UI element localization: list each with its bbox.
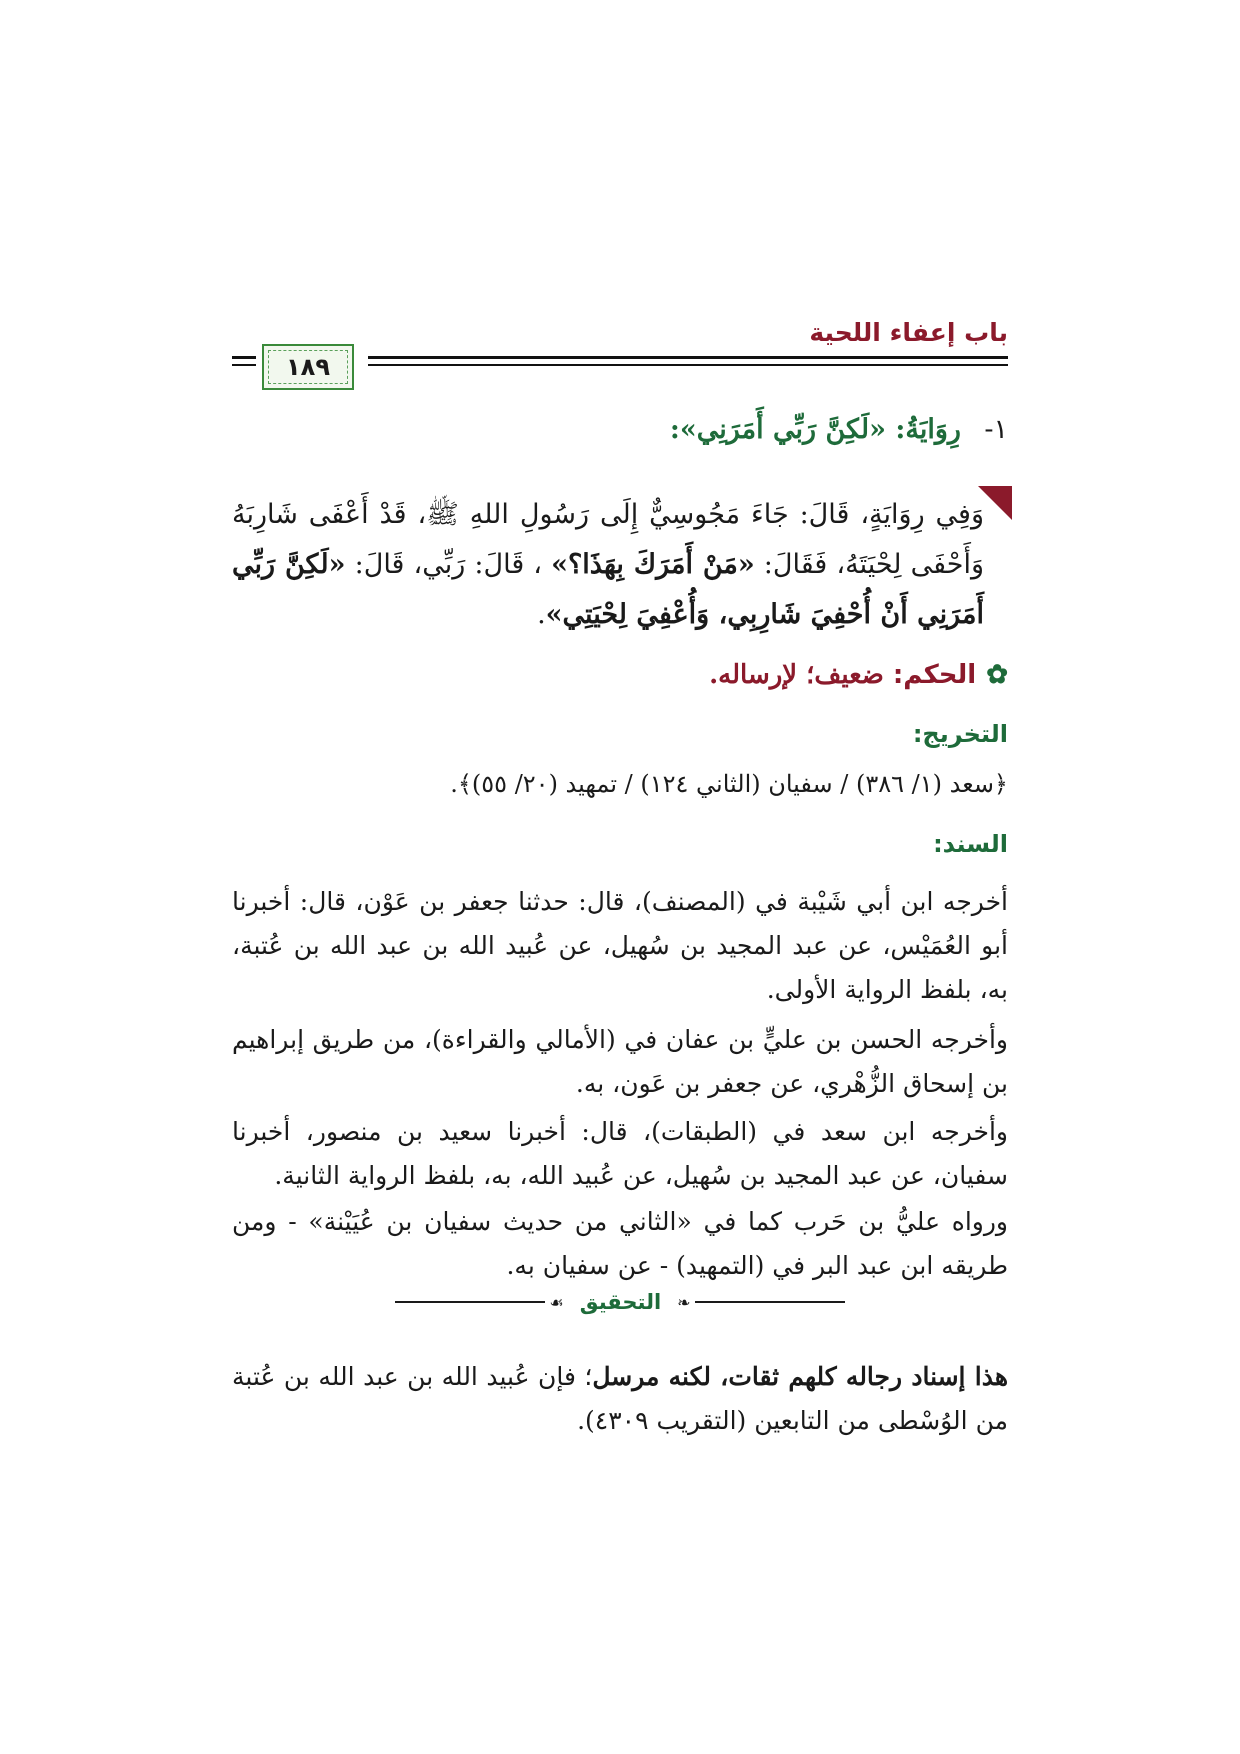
ruling-label: الحكم: xyxy=(892,660,977,690)
tahqiq-heading: التحقيق xyxy=(579,1290,662,1314)
ruling-value: ضعيف؛ لإرساله. xyxy=(709,660,884,690)
page-number: ١٨٩ xyxy=(286,353,330,381)
chapter-title: باب إعفاء اللحية xyxy=(809,318,1008,347)
sanad-paragraph: أخرجه ابن أبي شَيْبة في (المصنف)، قال: حدثنا جعفر بن عَوْن، قال: أخبرنا أبو العُمَيْس، عن عبد المجيد بن سُهيل، عن عُبيد الله بن عبد الله بن عُتبة، به، بلفظ الرواية الأولى. xyxy=(232,887,1008,1004)
divider-line xyxy=(695,1301,845,1303)
tahqiq-rest: ؛ فإن عُبيد الله بن عبد الله بن عُتبة من الوُسْطى من التابعين (التقريب ٤٣٠٩). xyxy=(232,1362,1008,1435)
sanad-paragraph: ورواه عليُّ بن حَرب كما في «الثاني من حديث سفيان بن عُيَيْنة» - ومن طريقه ابن عبد البر في (التمهيد) - عن سفيان به. xyxy=(232,1207,1008,1280)
sanad-heading: السند: xyxy=(933,830,1008,858)
hadith-intro: وَفِي رِوَايَةٍ، قَالَ: جَاءَ مَجُوسِيٌّ إِلَى رَسُولِ اللهِ ﷺ، قَدْ أَعْفَى شَارِبَهُ وَأَحْفَى لِحْيَتَهُ، فَقَالَ: xyxy=(232,499,984,580)
takhrij-heading: التخريج: xyxy=(912,720,1008,748)
section-number: ١- xyxy=(984,414,1008,445)
header-rule-left xyxy=(232,356,256,359)
tahqiq-paragraph xyxy=(232,1355,1008,1443)
header-rule-right xyxy=(368,356,1008,359)
header-rule-right-thin xyxy=(368,364,1008,366)
page-number-badge xyxy=(262,344,354,390)
hadith-end: . xyxy=(537,599,546,630)
section-title: رِوَايَةُ: «لَكِنَّ رَبِّي أَمَرَنِي»: xyxy=(669,414,961,445)
hadith-mid: ، قَالَ: رَبِّي، قَالَ: xyxy=(345,549,552,580)
section-heading xyxy=(670,414,1008,445)
tahqiq-bold: هذا إسناد رجاله كلهم ثقات، لكنه مرسل xyxy=(592,1362,1008,1391)
hadith-text xyxy=(232,490,984,640)
hadith-question: «مَنْ أَمَرَكَ بِهَذَا؟» xyxy=(551,549,755,580)
tahqiq-divider xyxy=(232,1290,1008,1314)
takhrij-sources: ﴿سعد (١/ ٣٨٦) / سفيان (الثاني ١٢٤) / تمهيد (٢٠/ ٥٥)﴾. xyxy=(450,770,1008,798)
ornament-icon: ❧ xyxy=(677,1292,691,1312)
ruling-line xyxy=(709,660,1008,690)
divider-line xyxy=(395,1301,545,1303)
sanad-paragraph: وأخرجه الحسن بن عليٍّ بن عفان في (الأمالي والقراءة)، من طريق إبراهيم بن إسحاق الزُّهْري، عن جعفر بن عَون، به. xyxy=(232,1025,1008,1098)
header-rule-left-thin xyxy=(232,364,256,366)
sanad-paragraph: وأخرجه ابن سعد في (الطبقات)، قال: أخبرنا سعيد بن منصور، أخبرنا سفيان، عن عبد المجيد بن سُهيل، عن عُبيد الله، به، بلفظ الرواية الثانية. xyxy=(232,1117,1008,1190)
ornament-icon: ☙ xyxy=(549,1292,564,1312)
rosette-icon: ✿ xyxy=(986,660,1008,690)
hadith-answer: «لَكِنَّ رَبِّي أَمَرَنِي أَنْ أُحْفِيَ شَارِبِي، وَأُعْفِيَ لِحْيَتِي» xyxy=(232,549,984,630)
